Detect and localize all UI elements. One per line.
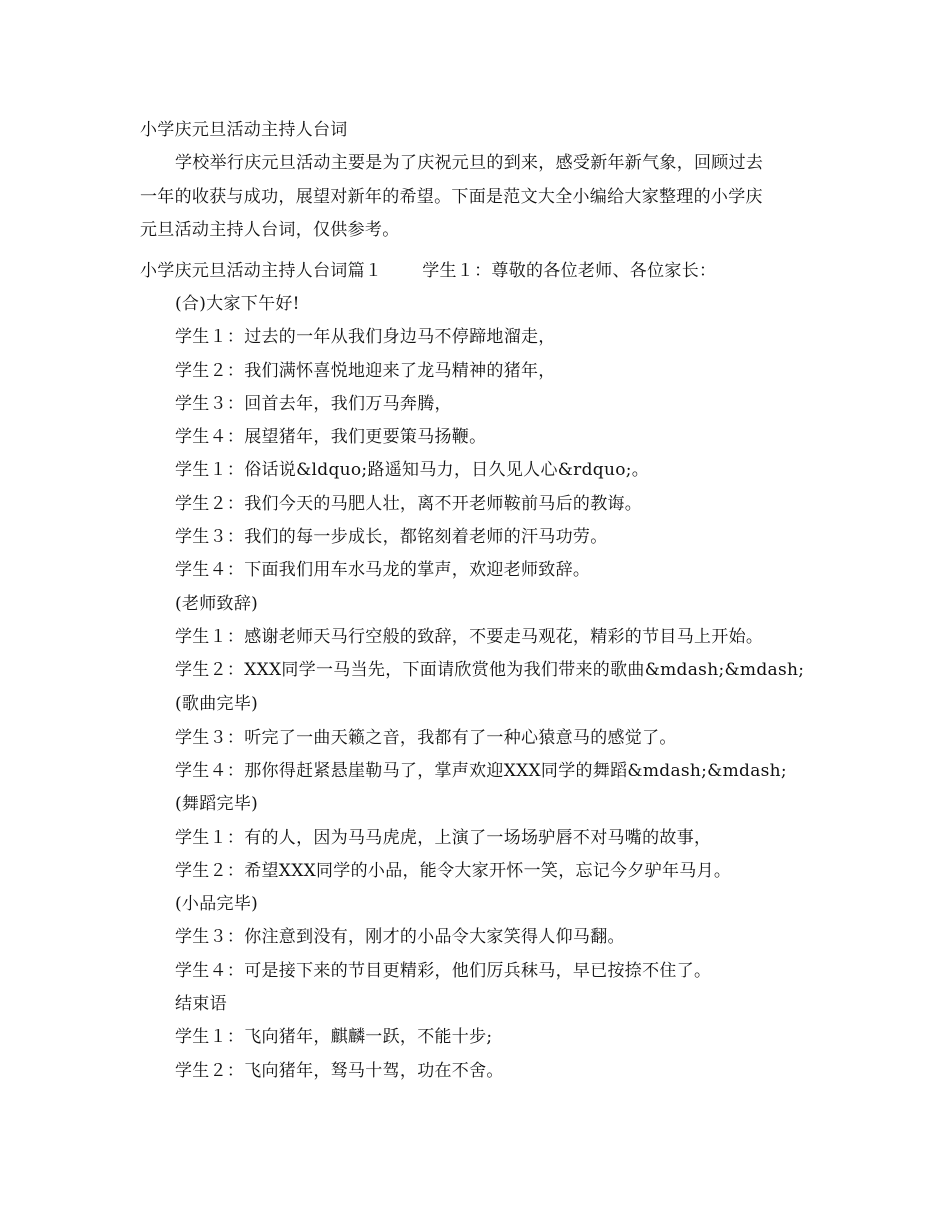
document-title: 小学庆元旦活动主持人台词 [140, 120, 348, 140]
section-heading-row [140, 260, 716, 282]
stage-direction: (小品完毕) [175, 894, 259, 914]
intro-line-1: 学校举行庆元旦活动主要是为了庆祝元旦的到来，感受新年新气象，回顾过去 [175, 153, 764, 173]
dialogue-line: 学生４：那你得赶紧悬崖勒马了，掌声欢迎XXX同学的舞蹈&mdash;&mdash; [175, 761, 787, 781]
dialogue-line: 学生３：回首去年，我们万马奔腾， [175, 394, 452, 414]
dialogue-line: 学生４：展望猪年，我们更要策马扬鞭。 [175, 427, 487, 447]
dialogue-line: 学生２：希望XXX同学的小品，能令大家开怀一笑，忘记今夕驴年马月。 [175, 861, 732, 881]
stage-direction: (老师致辞) [175, 594, 259, 614]
dialogue-line: 学生１：俗话说&ldquo;路遥知马力，日久见人心&rdquo;。 [175, 460, 650, 480]
stage-direction: (歌曲完毕) [175, 694, 259, 714]
section-first-line: 学生１：尊敬的各位老师、各位家长： [422, 261, 717, 281]
dialogue-line: 学生２：XXX同学一马当先，下面请欣赏他为我们带来的歌曲&mdash;&mdash; [175, 660, 805, 680]
dialogue-line: 学生３：我们的每一步成长，都铭刻着老师的汗马功劳。 [175, 527, 608, 547]
dialogue-line: 学生２：飞向猪年，驽马十驾，功在不舍。 [175, 1061, 504, 1081]
dialogue-line: 学生３：你注意到没有，刚才的小品令大家笑得人仰马翻。 [175, 927, 625, 947]
dialogue-line: 学生２：我们满怀喜悦地迎来了龙马精神的猪年， [175, 361, 556, 381]
intro-line-2: 一年的收获与成功，展望对新年的希望。下面是范文大全小编给大家整理的小学庆 [140, 187, 763, 207]
dialogue-line: 学生１：飞向猪年，麒麟一跃，不能十步; [175, 1027, 493, 1047]
section-heading: 小学庆元旦活动主持人台词篇１ [140, 261, 383, 281]
dialogue-line: 学生４：可是接下来的节目更精彩，他们厉兵秣马，早已按捺不住了。 [175, 961, 712, 981]
dialogue-line: 学生２：我们今天的马肥人壮，离不开老师鞍前马后的教诲。 [175, 494, 643, 514]
dialogue-line: 学生１：过去的一年从我们身边马不停蹄地溜走， [175, 327, 556, 347]
stage-direction: (舞蹈完毕) [175, 794, 259, 814]
dialogue-line: 学生３：听完了一曲天籁之音，我都有了一种心猿意马的感觉了。 [175, 728, 677, 748]
dialogue-line: 学生４：下面我们用车水马龙的掌声，欢迎老师致辞。 [175, 560, 591, 580]
closing-heading: 结束语 [175, 994, 227, 1014]
dialogue-line: (合)大家下午好! [175, 294, 300, 314]
dialogue-line: 学生１：有的人，因为马马虎虎，上演了一场场驴唇不对马嘴的故事， [175, 828, 712, 848]
intro-line-3: 元旦活动主持人台词，仅供参考。 [140, 220, 400, 240]
dialogue-line: 学生１：感谢老师天马行空般的致辞，不要走马观花，精彩的节目马上开始。 [175, 627, 764, 647]
